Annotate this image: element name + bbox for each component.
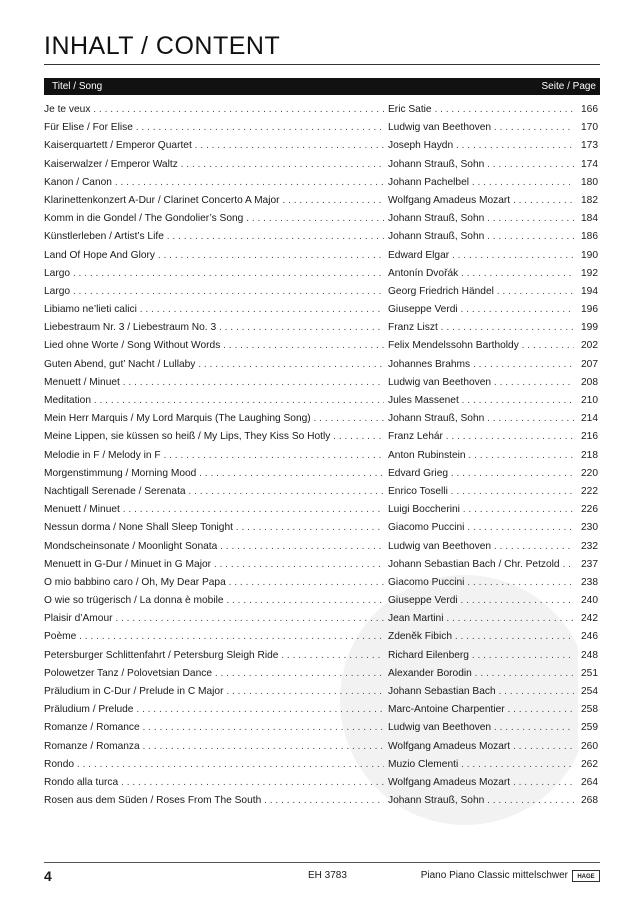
entry-title: Meine Lippen, sie küssen so heiß / My Lips, They Kiss So Hotly . . . [44,428,384,446]
entry-page-number: 174 [578,156,598,174]
toc-entry [44,628,600,646]
entry-page-number: 173 [578,137,598,155]
entry-composer: Johann Strauß, Sohn . . . [388,792,574,810]
entry-page-number: 186 [578,228,598,246]
entry-composer: Antonín Dvořák . . . [388,265,574,283]
entry-title: Guten Abend, gut’ Nacht / Lullaby . . . [44,356,384,374]
entry-title: Je te veux . . . [44,101,384,119]
entry-title: Für Elise / For Elise . . . [44,119,384,137]
entry-page-number: 216 [578,428,598,446]
entry-page-number: 182 [578,192,598,210]
toc-entry [44,392,600,410]
toc-entry [44,228,600,246]
entry-title: O mio babbino caro / Oh, My Dear Papa . . . [44,574,384,592]
entry-page-number: 254 [578,683,598,701]
entry-title: Polowetzer Tanz / Polovetsian Dance . . . [44,665,384,683]
page-title: INHALT / CONTENT [44,32,281,60]
entry-title: Menuett in G-Dur / Minuet in G Major . . . [44,556,384,574]
entry-composer: Muzio Clementi . . . [388,756,574,774]
toc-header-bar [44,78,600,95]
toc-entry [44,319,600,337]
entry-composer: Ludwig van Beethoven . . . [388,119,574,137]
footer-divider [44,862,600,863]
toc-entry [44,283,600,301]
toc-entry [44,137,600,155]
toc-entry [44,447,600,465]
toc-entry [44,501,600,519]
entry-composer: Edvard Grieg . . . [388,465,574,483]
entry-title: Morgenstimmung / Morning Mood . . . [44,465,384,483]
entry-title: Romanze / Romanza . . . [44,738,384,756]
header-page-label: Seite / Page [541,81,596,92]
entry-composer: Johann Sebastian Bach . . . [388,683,574,701]
entry-composer: Giuseppe Verdi . . . [388,301,574,319]
entry-title: Poème . . . [44,628,384,646]
entry-page-number: 237 [578,556,598,574]
entry-composer: Giacomo Puccini . . . [388,574,574,592]
entry-composer: Johann Sebastian Bach / Chr. Petzold . . . [388,556,574,574]
entry-composer: Luigi Boccherini . . . [388,501,574,519]
entry-page-number: 262 [578,756,598,774]
entry-composer: Ludwig van Beethoven . . . [388,538,574,556]
entry-title: Mondscheinsonate / Moonlight Sonata . . . [44,538,384,556]
entry-title: Kanon / Canon . . . [44,174,384,192]
entry-title: Libiamo ne’lieti calici . . . [44,301,384,319]
footer-edition-code: EH 3783 [308,870,347,881]
entry-composer: Marc-Antoine Charpentier . . . [388,701,574,719]
entry-composer: Joseph Haydn . . . [388,137,574,155]
toc-entry [44,774,600,792]
entry-title: Mein Herr Marquis / My Lord Marquis (The Laughing Song) . . . [44,410,384,428]
toc-entry [44,556,600,574]
toc-entry [44,483,600,501]
entry-composer: Wolfgang Amadeus Mozart . . . [388,738,574,756]
entry-page-number: 208 [578,374,598,392]
entry-title: Kaiserwalzer / Emperor Waltz . . . [44,156,384,174]
entry-title: Romanze / Romance . . . [44,719,384,737]
entry-page-number: 232 [578,538,598,556]
entry-title: O wie so trügerisch / La donna è mobile . . . [44,592,384,610]
entry-page-number: 251 [578,665,598,683]
entry-page-number: 259 [578,719,598,737]
entry-page-number: 210 [578,392,598,410]
entry-title: Largo . . . [44,265,384,283]
toc-entry [44,356,600,374]
entry-composer: Richard Eilenberg . . . [388,647,574,665]
header-song-label: Titel / Song [52,81,103,92]
entry-title: Liebestraum Nr. 3 / Liebestraum No. 3 . . . [44,319,384,337]
entry-title: Land Of Hope And Glory . . . [44,247,384,265]
entry-page-number: 260 [578,738,598,756]
toc-entry [44,410,600,428]
toc-entry [44,210,600,228]
entry-composer: Ludwig van Beethoven . . . [388,719,574,737]
entry-composer: Eric Satie . . . [388,101,574,119]
toc-entry [44,265,600,283]
toc-entry [44,374,600,392]
entry-composer: Johannes Brahms . . . [388,356,574,374]
toc-entry [44,574,600,592]
toc-entry [44,683,600,701]
entry-title: Largo . . . [44,283,384,301]
entry-composer: Johann Strauß, Sohn . . . [388,410,574,428]
toc-entry [44,610,600,628]
toc-entry [44,174,600,192]
entry-title: Präludium / Prelude . . . [44,701,384,719]
toc-entry [44,119,600,137]
entry-page-number: 226 [578,501,598,519]
entry-title: Komm in die Gondel / The Gondolier’s Song . . . [44,210,384,228]
entry-composer: Johann Strauß, Sohn . . . [388,210,574,228]
toc-entry [44,592,600,610]
entry-title: Rosen aus dem Süden / Roses From The South . . . [44,792,384,810]
toc-entry [44,538,600,556]
entry-page-number: 220 [578,465,598,483]
entry-page-number: 222 [578,483,598,501]
entry-composer: Giacomo Puccini . . . [388,519,574,537]
toc-entry [44,428,600,446]
page-footer [44,870,600,886]
entry-title: Nachtigall Serenade / Serenata . . . [44,483,384,501]
toc-entry [44,247,600,265]
toc-entry [44,519,600,537]
entry-page-number: 166 [578,101,598,119]
entry-title: Rondo . . . [44,756,384,774]
entry-composer: Franz Liszt . . . [388,319,574,337]
entry-title: Lied ohne Worte / Song Without Words . . . [44,337,384,355]
entry-page-number: 240 [578,592,598,610]
toc-entry [44,756,600,774]
entry-composer: Franz Lehár . . . [388,428,574,446]
entry-title: Klarinettenkonzert A-Dur / Clarinet Concerto A Major . . . [44,192,384,210]
entry-composer: Johann Strauß, Sohn . . . [388,228,574,246]
footer-page-number: 4 [44,868,52,884]
entry-page-number: 264 [578,774,598,792]
entry-page-number: 218 [578,447,598,465]
entry-composer: Alexander Borodin . . . [388,665,574,683]
entry-composer: Zdeněk Fibich . . . [388,628,574,646]
toc-entry [44,647,600,665]
toc-entry [44,701,600,719]
entry-page-number: 170 [578,119,598,137]
entry-title: Nessun dorma / None Shall Sleep Tonight . . . [44,519,384,537]
entry-composer: Jules Massenet . . . [388,392,574,410]
toc-entry [44,337,600,355]
entry-page-number: 190 [578,247,598,265]
entry-composer: Enrico Toselli . . . [388,483,574,501]
title-divider [44,64,600,65]
entry-page-number: 268 [578,792,598,810]
entry-composer: Giuseppe Verdi . . . [388,592,574,610]
toc-entry [44,719,600,737]
entry-page-number: 258 [578,701,598,719]
entry-page-number: 192 [578,265,598,283]
entry-composer: Johann Pachelbel . . . [388,174,574,192]
entry-title: Petersburger Schlittenfahrt / Petersburg Sleigh Ride . . . [44,647,384,665]
entry-title: Präludium in C-Dur / Prelude in C Major . . . [44,683,384,701]
entry-composer: Anton Rubinstein . . . [388,447,574,465]
footer-series-title: Piano Piano Classic mittelschwer [420,870,568,881]
entry-composer: Edward Elgar . . . [388,247,574,265]
entry-page-number: 184 [578,210,598,228]
entry-page-number: 196 [578,301,598,319]
entry-title: Melodie in F / Melody in F . . . [44,447,384,465]
entry-composer: Jean Martini . . . [388,610,574,628]
toc-entry [44,192,600,210]
entry-composer: Wolfgang Amadeus Mozart . . . [388,192,574,210]
entry-page-number: 199 [578,319,598,337]
entry-page-number: 202 [578,337,598,355]
toc-entry [44,101,600,119]
entry-title: Rondo alla turca . . . [44,774,384,792]
entry-title: Menuett / Minuet . . . [44,374,384,392]
entry-page-number: 207 [578,356,598,374]
entry-page-number: 246 [578,628,598,646]
entry-title: Menuett / Minuet . . . [44,501,384,519]
toc-entry [44,465,600,483]
entry-composer: Felix Mendelssohn Bartholdy . . . [388,337,574,355]
entry-title: Plaisir d’Amour . . . [44,610,384,628]
entry-page-number: 214 [578,410,598,428]
entry-title: Kaiserquartett / Emperor Quartet . . . [44,137,384,155]
publisher-logo: HAGE [572,870,600,882]
entry-page-number: 238 [578,574,598,592]
entry-composer: Georg Friedrich Händel . . . [388,283,574,301]
entry-page-number: 230 [578,519,598,537]
toc-entry [44,738,600,756]
entry-page-number: 194 [578,283,598,301]
entry-composer: Johann Strauß, Sohn . . . [388,156,574,174]
entry-composer: Wolfgang Amadeus Mozart . . . [388,774,574,792]
entry-composer: Ludwig van Beethoven . . . [388,374,574,392]
entry-page-number: 180 [578,174,598,192]
toc-entry [44,301,600,319]
entry-page-number: 248 [578,647,598,665]
toc-entry [44,792,600,810]
toc-entry [44,665,600,683]
entry-title: Meditation . . . [44,392,384,410]
table-of-contents [44,101,600,810]
entry-title: Künstlerleben / Artist’s Life . . . [44,228,384,246]
toc-entry [44,156,600,174]
entry-page-number: 242 [578,610,598,628]
